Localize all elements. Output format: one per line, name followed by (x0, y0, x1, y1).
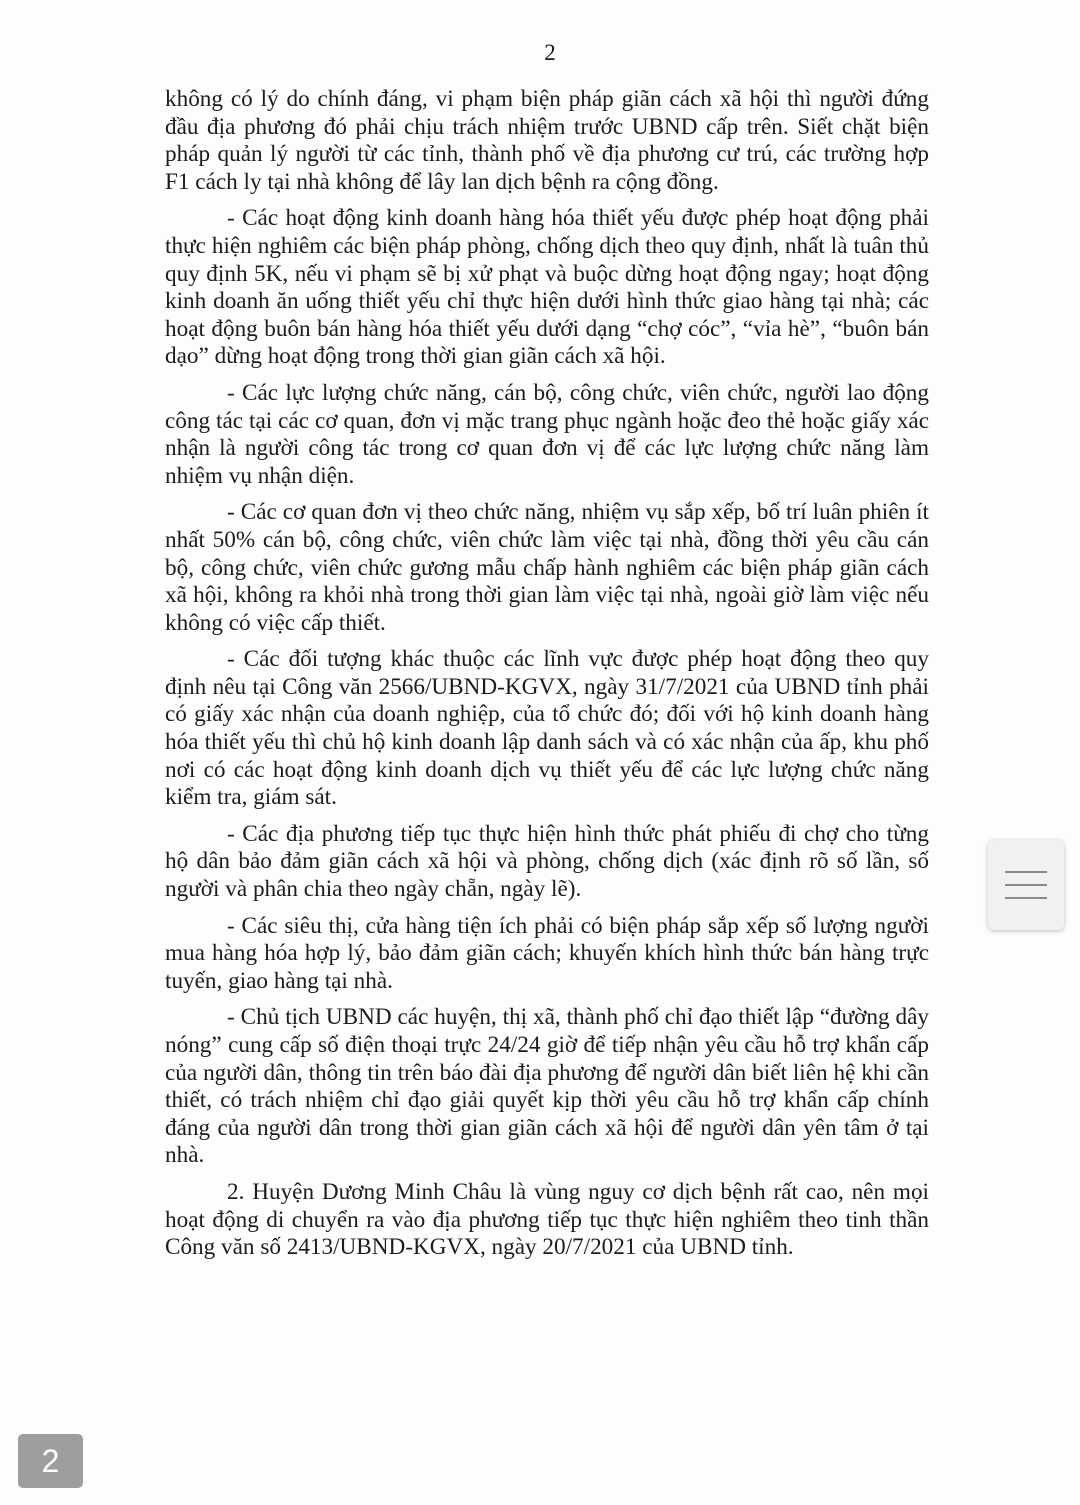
paragraph-continuation: không có lý do chính đáng, vi phạm biện pháp giãn cách xã hội thì người đứng đầu địa phương đó phải chịu trách nhiệm trước UBND cấp trên. Siết chặt biện pháp quản lý người từ các tỉnh, thành phố về địa phương cư trú, các trường hợp F1 cách ly tại nhà không để lây lan dịch bệnh ra cộng đồng. (165, 86, 929, 195)
paragraph-functional-forces: - Các lực lượng chức năng, cán bộ, công chức, viên chức, người lao động công tác tại các cơ quan, đơn vị mặc trang phục ngành hoặc đeo thẻ hoặc giấy xác nhận là người công tác trong cơ quan đơn vị để các lực lượng chức năng làm nhiệm vụ nhận diện. (165, 379, 929, 489)
paragraph-market-vouchers: - Các địa phương tiếp tục thực hiện hình thức phát phiếu đi chợ cho từng hộ dân bảo đảm giãn cách xã hội và phòng, chống dịch (xác định rõ số lần, số người và phân chia theo ngày chẵn, ngày lẽ). (165, 820, 929, 903)
paragraph-work-from-home: - Các cơ quan đơn vị theo chức năng, nhiệm vụ sắp xếp, bố trí luân phiên ít nhất 50% cán bộ, công chức, viên chức làm việc tại nhà, đồng thời yêu cầu cán bộ, công chức, viên chức gương mẫu chấp hành nghiêm các biện pháp giãn cách xã hội, không ra khỏi nhà trong thời gian làm việc tại nhà, ngoài giờ làm việc nếu không có việc cấp thiết. (165, 499, 929, 636)
paragraph-hotline: - Chủ tịch UBND các huyện, thị xã, thành phố chỉ đạo thiết lập “đường dây nóng” cung cấp số điện thoại trực 24/24 giờ để tiếp nhận yêu cầu hỗ trợ khẩn cấp của người dân, thông tin trên báo đài địa phương để người dân biết liên hệ khi cần thiết, có trách nhiệm chỉ đạo giải quyết kịp thời yêu cầu hỗ trợ khẩn cấp chính đáng của người dân trong thời gian giãn cách xã hội để người dân yên tâm ở tại nhà. (165, 1004, 929, 1169)
paragraph-supermarkets: - Các siêu thị, cửa hàng tiện ích phải có biện pháp sắp xếp số lượng người mua hàng hóa hợp lý, bảo đảm giãn cách; khuyến khích hình thức bán hàng trực tuyến, giao hàng tại nhà. (165, 912, 929, 994)
hamburger-menu-icon-bar (1005, 897, 1047, 899)
paragraph-duong-minh-chau: 2. Huyện Dương Minh Châu là vùng nguy cơ dịch bệnh rất cao, nên mọi hoạt động di chuyển ra vào địa phương tiếp tục thực hiện nghiêm theo tinh thần Công văn số 2413/UBND-KGVX, ngày 20/7/2021 của UBND tỉnh. (165, 1178, 929, 1261)
hamburger-menu-icon (1005, 871, 1047, 873)
paragraph-essential-business: - Các hoạt động kinh doanh hàng hóa thiết yếu được phép hoạt động phải thực hiện nghiêm các biện pháp phòng, chống dịch theo quy định, nhất là tuân thủ quy định 5K, nếu vi phạm sẽ bị xử phạt và buộc dừng hoạt động ngay; hoạt động kinh doanh ăn uống thiết yếu chỉ thực hiện dưới hình thức giao hàng tại nhà; các hoạt động buôn bán hàng hóa thiết yếu dưới dạng “chợ cóc”, “vỉa hè”, “buôn bán dạo” dừng hoạt động trong thời gian giãn cách xã hội. (165, 205, 929, 370)
page-indicator-badge[interactable]: 2 (18, 1434, 83, 1488)
document-body (165, 86, 929, 1271)
hamburger-menu-icon-bar (1005, 884, 1047, 886)
paragraph-other-subjects: - Các đối tượng khác thuộc các lĩnh vực được phép hoạt động theo quy định nêu tại Công văn 2566/UBND-KGVX, ngày 31/7/2021 của UBND tỉnh phải có giấy xác nhận của doanh nghiệp, của tổ chức đó; đối với hộ kinh doanh hàng hóa thiết yếu thì chủ hộ kinh doanh lập danh sách và có xác nhận của ấp, khu phố nơi có các hoạt động kinh doanh dịch vụ thiết yếu để các lực lượng chức năng kiểm tra, giám sát. (165, 646, 929, 811)
page-number: 2 (544, 40, 556, 65)
menu-button[interactable] (988, 840, 1064, 930)
